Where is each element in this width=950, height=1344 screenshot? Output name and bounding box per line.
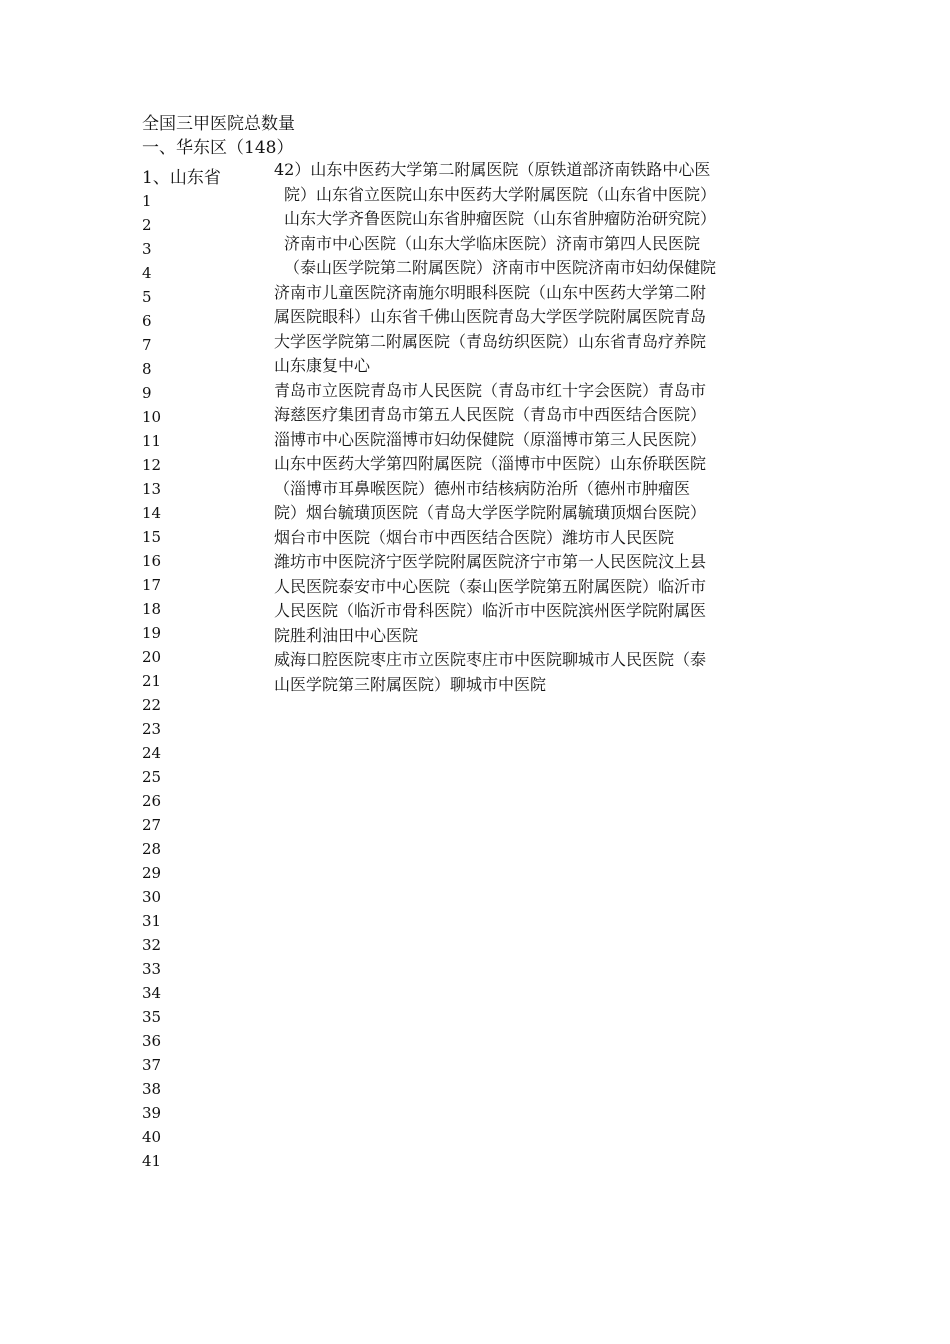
list-number: 28 <box>142 840 162 858</box>
hospital-text-line: 烟台市中医院（烟台市中西医结合医院）潍坊市人民医院 <box>274 527 675 547</box>
list-number: 11 <box>142 432 162 450</box>
list-number: 7 <box>142 336 152 354</box>
list-number: 19 <box>142 624 162 642</box>
list-number: 21 <box>142 672 162 690</box>
hospital-text-line: 院）烟台毓璜顶医院（青岛大学医学院附属毓璜顶烟台医院） <box>274 503 707 522</box>
hospital-text-line: 人民医院泰安市中心医院（泰山医学院第五附属医院）临沂市 <box>274 576 707 596</box>
hospital-text-line: 淄博市中心医院淄博市妇幼保健院（原淄博市第三人民医院） <box>274 429 707 449</box>
hospital-text-line: 大学医学院第二附属医院（青岛纺织医院）山东省青岛疗养院 <box>274 331 707 351</box>
list-number: 2 <box>142 216 152 234</box>
hospital-text-line: 院胜利油田中心医院 <box>274 625 419 645</box>
hospital-text-line: 威海口腔医院枣庄市立医院枣庄市中医院聊城市人民医院（泰 <box>274 650 707 669</box>
list-number: 34 <box>142 984 162 1002</box>
hospital-text-line: 山东大学齐鲁医院山东省肿瘤医院（山东省肿瘤防治研究院） <box>284 209 717 228</box>
list-number: 23 <box>142 720 162 738</box>
list-number: 29 <box>142 864 162 882</box>
list-number: 22 <box>142 696 162 714</box>
list-number: 14 <box>142 504 162 522</box>
list-number: 13 <box>142 480 162 498</box>
hospital-text-line: 人民医院（临沂市骨科医院）临沂市中医院滨州医学院附属医 <box>274 601 707 620</box>
region-heading: 一、华东区（148） <box>142 138 294 158</box>
list-number: 1 <box>142 192 152 210</box>
list-number: 36 <box>142 1032 162 1050</box>
hospital-text-line: 42）山东中医药大学第二附属医院（原铁道部济南铁路中心医 <box>274 160 711 179</box>
list-number: 9 <box>142 384 152 402</box>
list-number: 37 <box>142 1056 162 1074</box>
list-number: 3 <box>142 240 152 258</box>
list-number: 38 <box>142 1080 162 1098</box>
document-title: 全国三甲医院总数量 <box>142 114 295 134</box>
hospital-text-line: 属医院眼科）山东省千佛山医院青岛大学医学院附属医院青岛 <box>274 307 707 326</box>
province-heading: 1、山东省 <box>142 168 221 188</box>
list-number: 8 <box>142 360 152 378</box>
hospital-text-line: 济南市中心医院（山东大学临床医院）济南市第四人民医院 <box>284 233 701 253</box>
hospital-text-line: 济南市儿童医院济南施尔明眼科医院（山东中医药大学第二附 <box>274 282 707 302</box>
list-number: 15 <box>142 528 162 546</box>
list-number: 35 <box>142 1008 162 1026</box>
list-number: 10 <box>142 408 162 426</box>
list-number: 18 <box>142 600 162 618</box>
list-number: 16 <box>142 552 162 570</box>
list-number: 6 <box>142 312 152 330</box>
list-number: 40 <box>142 1128 162 1146</box>
hospital-text-line: 青岛市立医院青岛市人民医院（青岛市红十字会医院）青岛市 <box>274 380 707 400</box>
hospital-text-line: 院）山东省立医院山东中医药大学附属医院（山东省中医院） <box>284 184 717 204</box>
hospital-text-line: 潍坊市中医院济宁医学院附属医院济宁市第一人民医院汶上县 <box>274 552 707 571</box>
list-number: 5 <box>142 288 152 306</box>
list-number: 26 <box>142 792 162 810</box>
list-number: 39 <box>142 1104 162 1122</box>
hospital-text-block <box>262 158 822 697</box>
hospital-text-line: （淄博市耳鼻喉医院）德州市结核病防治所（德州市肿瘤医 <box>274 478 691 498</box>
list-number: 33 <box>142 960 162 978</box>
list-number: 27 <box>142 816 162 834</box>
list-number: 4 <box>142 264 152 282</box>
hospital-text-line: （泰山医学院第二附属医院）济南市中医院济南市妇幼保健院 <box>284 258 717 277</box>
number-list <box>142 189 161 1173</box>
list-number: 41 <box>142 1152 162 1170</box>
list-number: 17 <box>142 576 162 594</box>
list-number: 25 <box>142 768 162 786</box>
list-number: 30 <box>142 888 162 906</box>
list-number: 24 <box>142 744 162 762</box>
list-number: 20 <box>142 648 162 666</box>
list-number: 12 <box>142 456 162 474</box>
hospital-text-line: 山医学院第三附属医院）聊城市中医院 <box>274 674 547 694</box>
hospital-text-line: 海慈医疗集团青岛市第五人民医院（青岛市中西医结合医院） <box>274 405 707 424</box>
hospital-text-line: 山东康复中心 <box>274 356 371 375</box>
hospital-text-line: 山东中医药大学第四附属医院（淄博市中医院）山东侨联医院 <box>274 454 707 473</box>
list-number: 31 <box>142 912 162 930</box>
list-number: 32 <box>142 936 162 954</box>
